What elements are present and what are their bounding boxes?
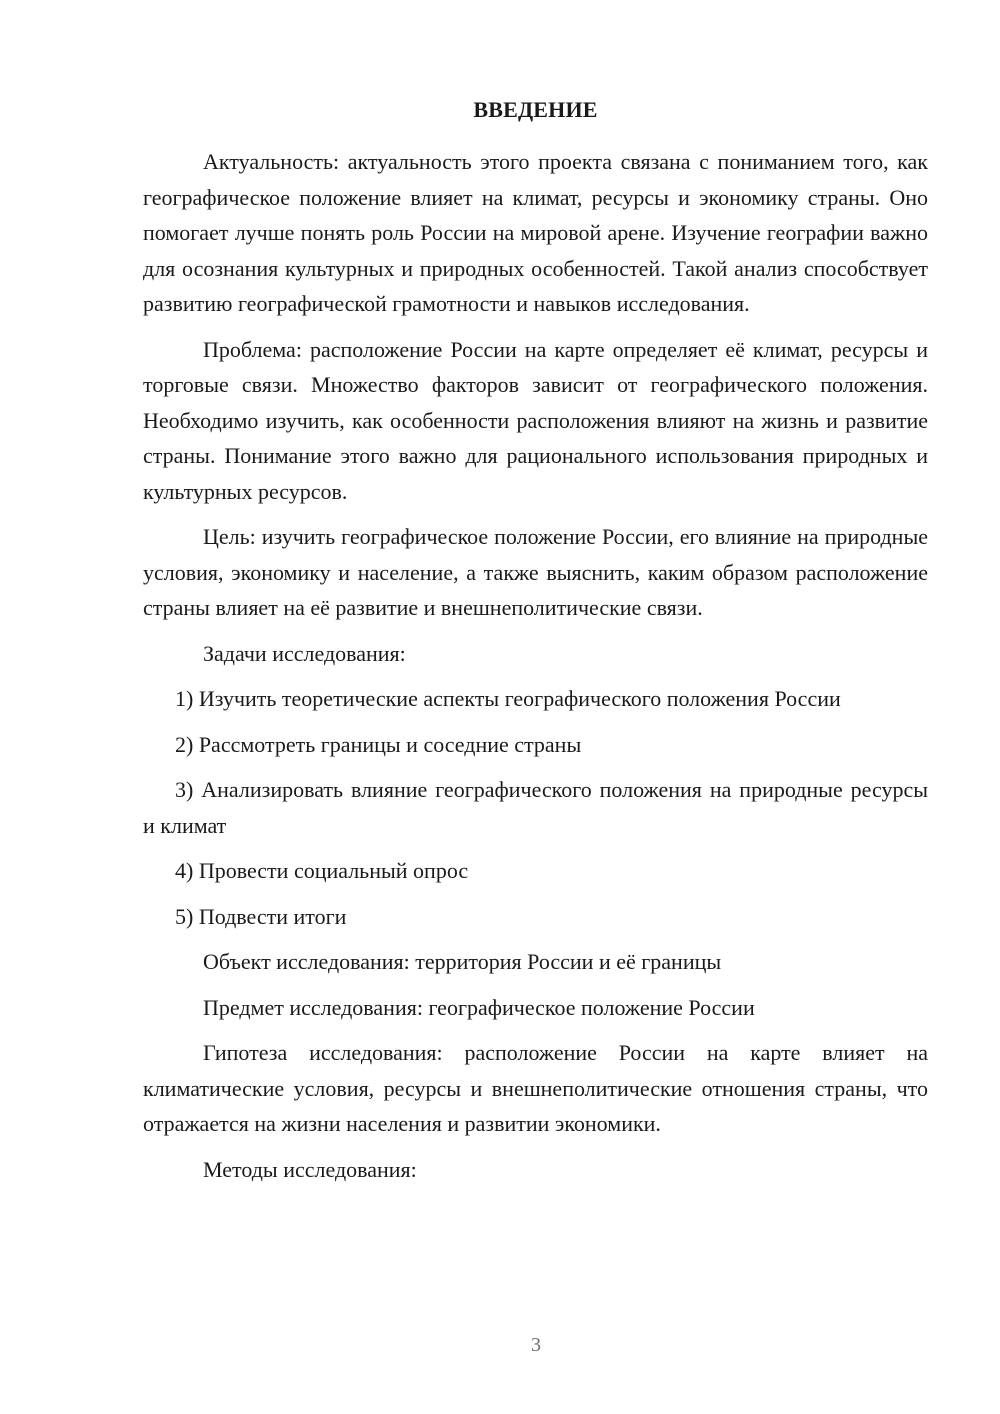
section-title: ВВЕДЕНИЕ: [473, 97, 598, 122]
task-item: 5) Подвести итоги: [175, 903, 347, 929]
object-paragraph: Объект исследования: территория России и её границы: [203, 949, 722, 974]
goal-paragraph: Цель: изучить географическое положение России, его влияние на природные условия, экономику и население, а также выяснить, каким образом расположение страны влияет на её развитие и внешнеполитические связи.: [143, 524, 928, 620]
page-number: 3: [531, 1334, 541, 1356]
tasks-list: [143, 681, 928, 934]
task-item: 1) Изучить теоретические аспекты географического положения России: [175, 686, 841, 711]
tasks-label: Задачи исследования:: [203, 640, 406, 666]
problem-paragraph: Проблема: расположение России на карте определяет её климат, ресурсы и торговые связи. Множество факторов зависит от географического положения. Необходимо изучить, как особенности расположения влияют на жизнь и развитие страны. Понимание этого важно для рационального использования природных и культурных ресурсов.: [143, 336, 928, 504]
subject-paragraph: Предмет исследования: географическое положение России: [203, 994, 755, 1020]
methods-label: Методы исследования:: [203, 1156, 417, 1182]
hypothesis-paragraph: Гипотеза исследования: расположение России на карте влияет на климатические условия, ресурсы и внешнеполитические отношения страны, что отражается на жизни населения и развитии экономики.: [143, 1040, 928, 1136]
relevance-paragraph: Актуальность: актуальность этого проекта связана с пониманием того, как географическое положение влияет на климат, ресурсы и экономику страны. Оно помогает лучше понять роль России на мировой арене. Изучение географии важно для осознания культурных и природных особенностей. Такой анализ способствует развитию географической грамотности и навыков исследования.: [143, 149, 928, 316]
task-item: 3) Анализировать влияние географического положения на природные ресурсы и климат: [143, 777, 928, 838]
task-item: 4) Провести социальный опрос: [175, 858, 469, 883]
task-item: 2) Рассмотреть границы и соседние страны: [175, 731, 582, 757]
page-content: [143, 94, 928, 1197]
